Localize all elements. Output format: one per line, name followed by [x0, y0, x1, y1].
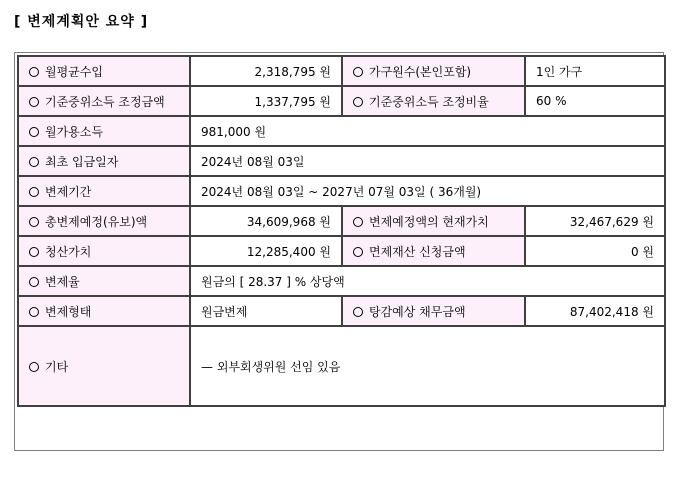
- table-row: [18, 116, 665, 146]
- value-cell: [190, 56, 342, 86]
- table-row: [18, 176, 665, 206]
- label-cell: [18, 86, 190, 116]
- value-exempt-property-amount: 0 원: [630, 244, 654, 259]
- label-liquidation-value: 청산가치: [45, 244, 92, 259]
- label-cell: [18, 266, 190, 296]
- value-median-income-adjusted: 1,337,795 원: [254, 94, 331, 109]
- label-monthly-income: 월평균수입: [45, 64, 103, 79]
- circle-bullet-icon: [29, 362, 39, 372]
- label-cell: [342, 56, 525, 86]
- value-repayment-type: 원금변제: [201, 304, 248, 319]
- value-cell: [190, 146, 665, 176]
- value-other: — 외부회생위원 선임 있음: [201, 359, 341, 374]
- label-repayment-period: 변제기간: [45, 184, 92, 199]
- label-cell: [18, 176, 190, 206]
- label-expected-debt-forgiveness: 탕감예상 채무금액: [369, 304, 466, 319]
- circle-bullet-icon: [29, 127, 39, 137]
- page-title: [ 변제계획안 요약 ]: [14, 14, 149, 30]
- summary-table: [17, 55, 666, 407]
- value-cell: [190, 266, 665, 296]
- value-repayment-rate: 원금의 [ 28.37 ] % 상당액: [201, 274, 345, 289]
- label-cell: [18, 236, 190, 266]
- circle-bullet-icon: [29, 217, 39, 227]
- circle-bullet-icon: [29, 247, 39, 257]
- label-exempt-property-amount: 면제재산 신청금액: [369, 244, 466, 259]
- label-household-size: 가구원수(본인포함): [369, 64, 472, 79]
- label-cell: [18, 116, 190, 146]
- value-cell: [525, 296, 665, 326]
- label-cell: [18, 146, 190, 176]
- value-first-payment-date: 2024년 08월 03일: [201, 154, 305, 169]
- label-cell: [342, 206, 525, 236]
- circle-bullet-icon: [29, 157, 39, 167]
- label-other: 기타: [45, 359, 69, 374]
- value-disposable-income: 981,000 원: [201, 124, 267, 139]
- circle-bullet-icon: [29, 97, 39, 107]
- table-row: [18, 326, 665, 406]
- value-present-value: 32,467,629 원: [569, 214, 654, 229]
- value-household-size: 1인 가구: [536, 64, 583, 79]
- table-row: [18, 296, 665, 326]
- label-cell: [342, 86, 525, 116]
- table-row: [18, 146, 665, 176]
- label-cell: [18, 296, 190, 326]
- label-first-payment-date: 최초 입금일자: [45, 154, 119, 169]
- value-cell: [190, 326, 665, 406]
- table-row: [18, 266, 665, 296]
- circle-bullet-icon: [353, 247, 363, 257]
- value-cell: [525, 236, 665, 266]
- circle-bullet-icon: [29, 67, 39, 77]
- label-cell: [342, 296, 525, 326]
- value-cell: [190, 206, 342, 236]
- label-total-planned-repayment: 총변제예정(유보)액: [45, 214, 148, 229]
- label-median-income-adjusted: 기준중위소득 조정금액: [45, 94, 165, 109]
- circle-bullet-icon: [353, 67, 363, 77]
- value-cell: [190, 296, 342, 326]
- table-row: [18, 86, 665, 116]
- value-expected-debt-forgiveness: 87,402,418 원: [569, 304, 654, 319]
- table-row: [18, 236, 665, 266]
- value-cell: [525, 206, 665, 236]
- circle-bullet-icon: [353, 307, 363, 317]
- circle-bullet-icon: [353, 97, 363, 107]
- label-cell: [18, 326, 190, 406]
- label-cell: [18, 206, 190, 236]
- label-repayment-type: 변제형태: [45, 304, 92, 319]
- value-monthly-income: 2,318,795 원: [254, 64, 331, 79]
- table-row: [18, 56, 665, 86]
- circle-bullet-icon: [29, 187, 39, 197]
- label-disposable-income: 월가용소득: [45, 124, 103, 139]
- value-cell: [525, 86, 665, 116]
- value-liquidation-value: 12,285,400 원: [246, 244, 331, 259]
- table-row: [18, 206, 665, 236]
- label-present-value: 변제예정액의 현재가치: [369, 214, 489, 229]
- label-median-income-ratio: 기준중위소득 조정비율: [369, 94, 489, 109]
- value-total-planned-repayment: 34,609,968 원: [246, 214, 331, 229]
- label-cell: [18, 56, 190, 86]
- value-cell: [190, 86, 342, 116]
- circle-bullet-icon: [353, 217, 363, 227]
- label-repayment-rate: 변제율: [45, 274, 80, 289]
- value-cell: [190, 176, 665, 206]
- value-cell: [190, 116, 665, 146]
- value-repayment-period: 2024년 08월 03일 ~ 2027년 07월 03일 ( 36개월): [201, 184, 482, 199]
- circle-bullet-icon: [29, 307, 39, 317]
- value-cell: [190, 236, 342, 266]
- label-cell: [342, 236, 525, 266]
- value-median-income-ratio: 60 %: [536, 94, 567, 108]
- circle-bullet-icon: [29, 277, 39, 287]
- value-cell: [525, 56, 665, 86]
